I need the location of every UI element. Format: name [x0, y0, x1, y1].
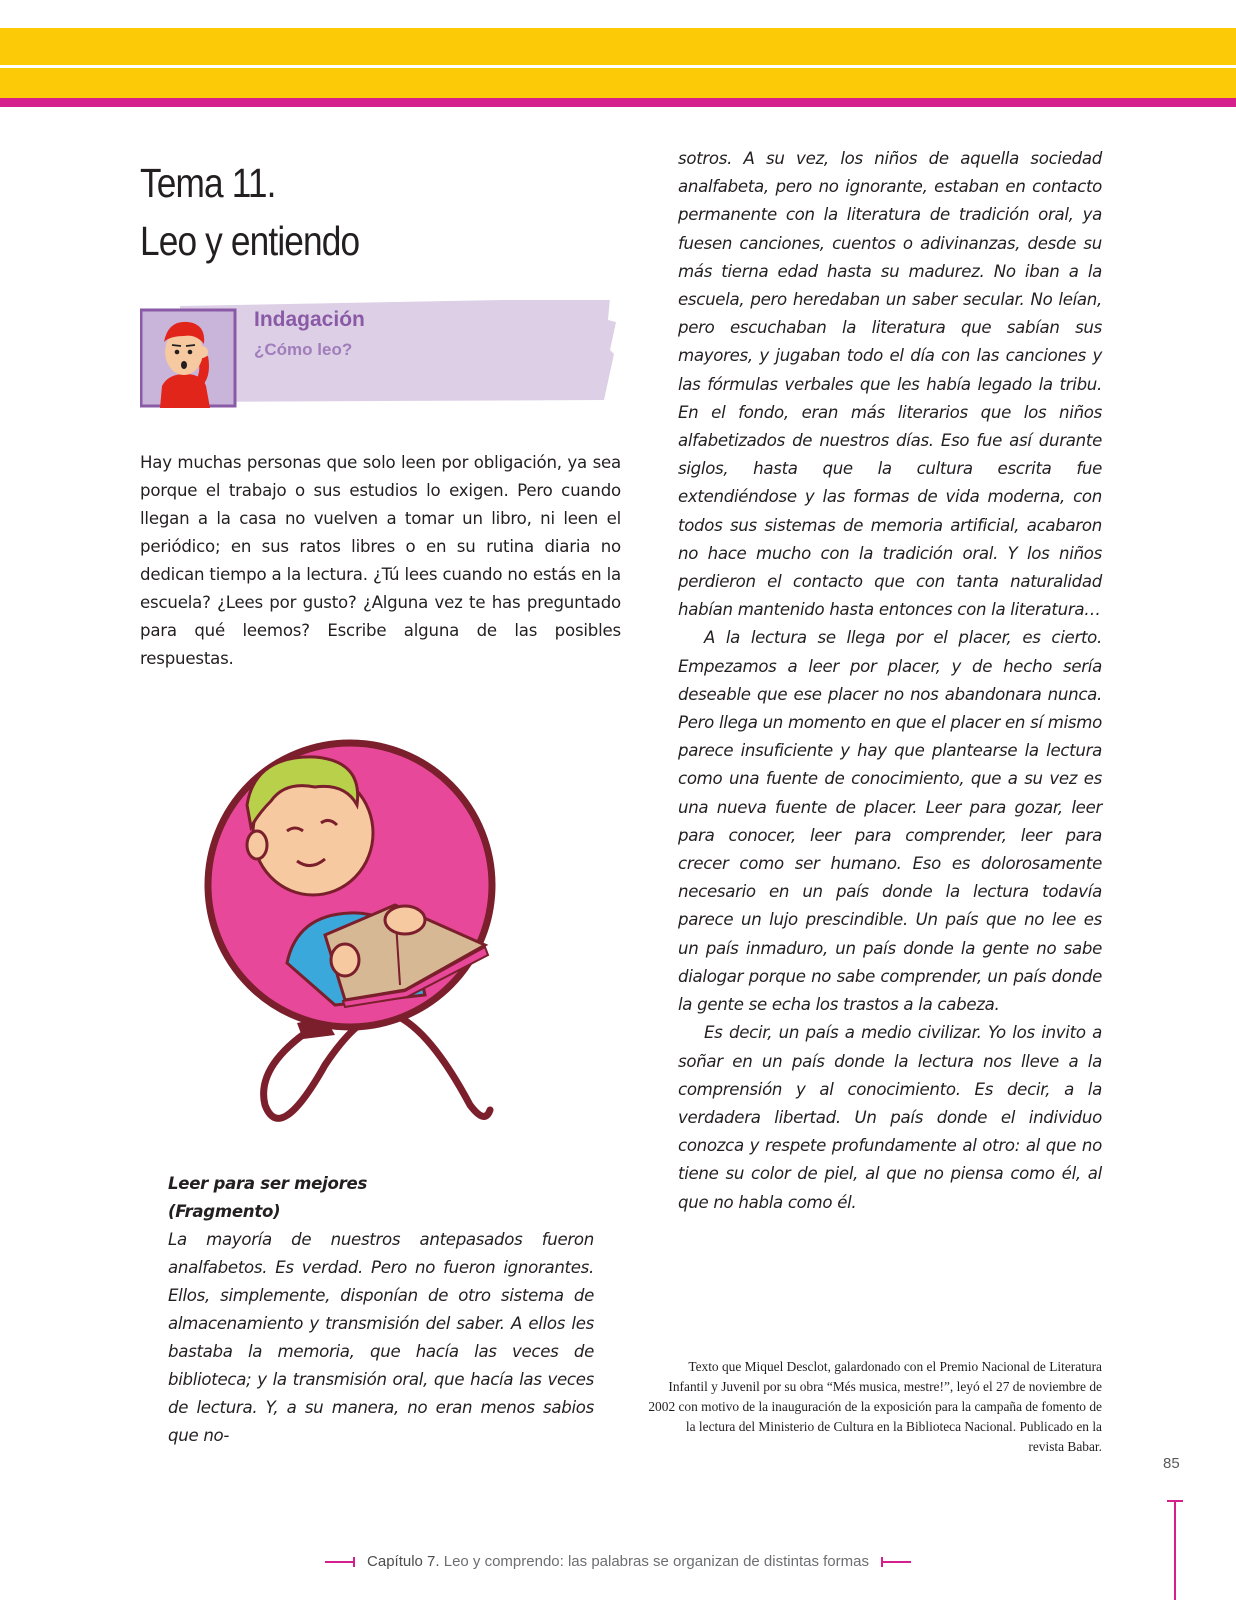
- page-title: [140, 154, 359, 270]
- fragment-heading: Leer para ser mejores: [168, 1174, 368, 1193]
- indagacion-title: Indagación: [254, 308, 365, 331]
- header-band-magenta: [0, 98, 1236, 107]
- intro-paragraph: Hay muchas personas que solo leen por obligación, ya sea porque el trabajo o sus estudios lo exigen. Pero cuando llegan a la casa no vuelven a tomar un libro, ni leen el periódico; en sus ratos libres o en su rutina diaria no dedican tiempo a la lectura. ¿Tú lees cuando no estás en la escuela? ¿Lees por gusto? ¿Alguna vez te has preguntado para qué leemos? Escribe alguna de las posibles respuestas.: [140, 453, 621, 668]
- source-citation: Texto que Miquel Desclot, galardonado con el Premio Nacional de Literatura Infantil y Juvenil por su obra “Més musica, mestre!”, leyó el 27 de noviembre de 2002 con motivo de la inauguración de la exposición para la campaña de fomento de la lectura del Ministerio de Cultura en la Biblioteca Nacional. Publicado en la revista Babar.: [648, 1359, 1102, 1454]
- footer-chapter-title: Leo y comprendo: las palabras se organizan de distintas formas: [439, 1553, 869, 1570]
- fragment-block: [168, 1170, 594, 1450]
- fragment-paragraph: La mayoría de nuestros antepasados fueron analfabetos. Es verdad. Pero no fueron ignorantes. Ellos, simplemente, disponían de otro sistema de almacenamiento y transmisión del saber. A ellos les bastaba la memoria, que hacía las veces de biblioteca; y la transmisión oral, que hacía las veces de lectura. Y, a su manera, no eran menos sabios que no-: [168, 1230, 594, 1445]
- right-paragraph-2: A la lectura se llega por el placer, es cierto. Empezamos a leer por placer, y de hecho sería deseable que ese placer no nos abandonara nunca. Pero llega un momento en que el placer en sí mismo parece insuficiente y hay que plantearse la lectura como una fuente de conocimiento, que a su vez es una nueva fuente de placer. Leer para gozar, leer para conocer, leer para comprender, leer para crecer como ser humano. Eso es dolorosamente necesario en un país donde la lectura todavía parece un lujo prescindible. Un país que no lee es un país inmaduro, un país donde la gente no sabe dialogar porque no sabe comprender, un país donde la gente se echa los trastos a la cabeza.: [678, 628, 1102, 1015]
- title-line-2: Leo y entiendo: [140, 218, 360, 264]
- footer-left-mark: [325, 1557, 355, 1567]
- right-paragraph-1: sotros. A su vez, los niños de aquella sociedad analfabeta, pero no ignorante, estaban en contacto permanente con la literatura de tradición oral, ya fuesen canciones, cuentos o adivinanzas, desde su más tierna edad hasta su madurez. No iban a la escuela, pero heredaban un saber secular. No leían, pero escuchaban la literatura que sabían sus mayores, y jugaban todo el día con las canciones y las fórmulas verbales que les había legado la tribu. En el fondo, eran más literarios que los niños alfabetizados de nuestros días. Eso fue así durante siglos, hasta que la cultura escrita fue extendiéndose y las formas de vida moderna, con todos sus sistemas de memoria artificial, acabaron no hace mucho con la tradición oral. Y los niños perdieron el contacto que con tanta naturalidad habían mantenido hasta entonces con la literatura…: [678, 149, 1102, 620]
- margin-line: [1174, 1500, 1176, 1600]
- footer-chapter-label: Capítulo 7.: [367, 1553, 440, 1570]
- indagacion-box: [140, 300, 618, 410]
- footer-right-mark: [881, 1557, 911, 1567]
- fragment-subheading: (Fragmento): [168, 1202, 281, 1221]
- header-band-yellow-top: [0, 28, 1236, 65]
- title-line-1: Tema 11.: [140, 160, 276, 206]
- footer: [0, 1553, 1236, 1570]
- header-band-yellow-bottom: [0, 68, 1236, 98]
- balloon-reading-boy-illustration: [185, 735, 615, 1155]
- indagacion-subtitle: ¿Cómo leo?: [254, 340, 353, 359]
- right-paragraph-3: Es decir, un país a medio civilizar. Yo los invito a soñar en un país donde la lectura nos lleve a la comprensión y al conocimiento. Es decir, a la verdadera libertad. Un país donde el individuo conozca y respete profundamente al otro: al que no tiene su color de piel, al que no piensa como él, al que no habla como él.: [678, 1023, 1102, 1212]
- thinking-boy-icon: [140, 308, 237, 408]
- page-number: 85: [1163, 1455, 1180, 1472]
- right-column-text: [678, 145, 1102, 1217]
